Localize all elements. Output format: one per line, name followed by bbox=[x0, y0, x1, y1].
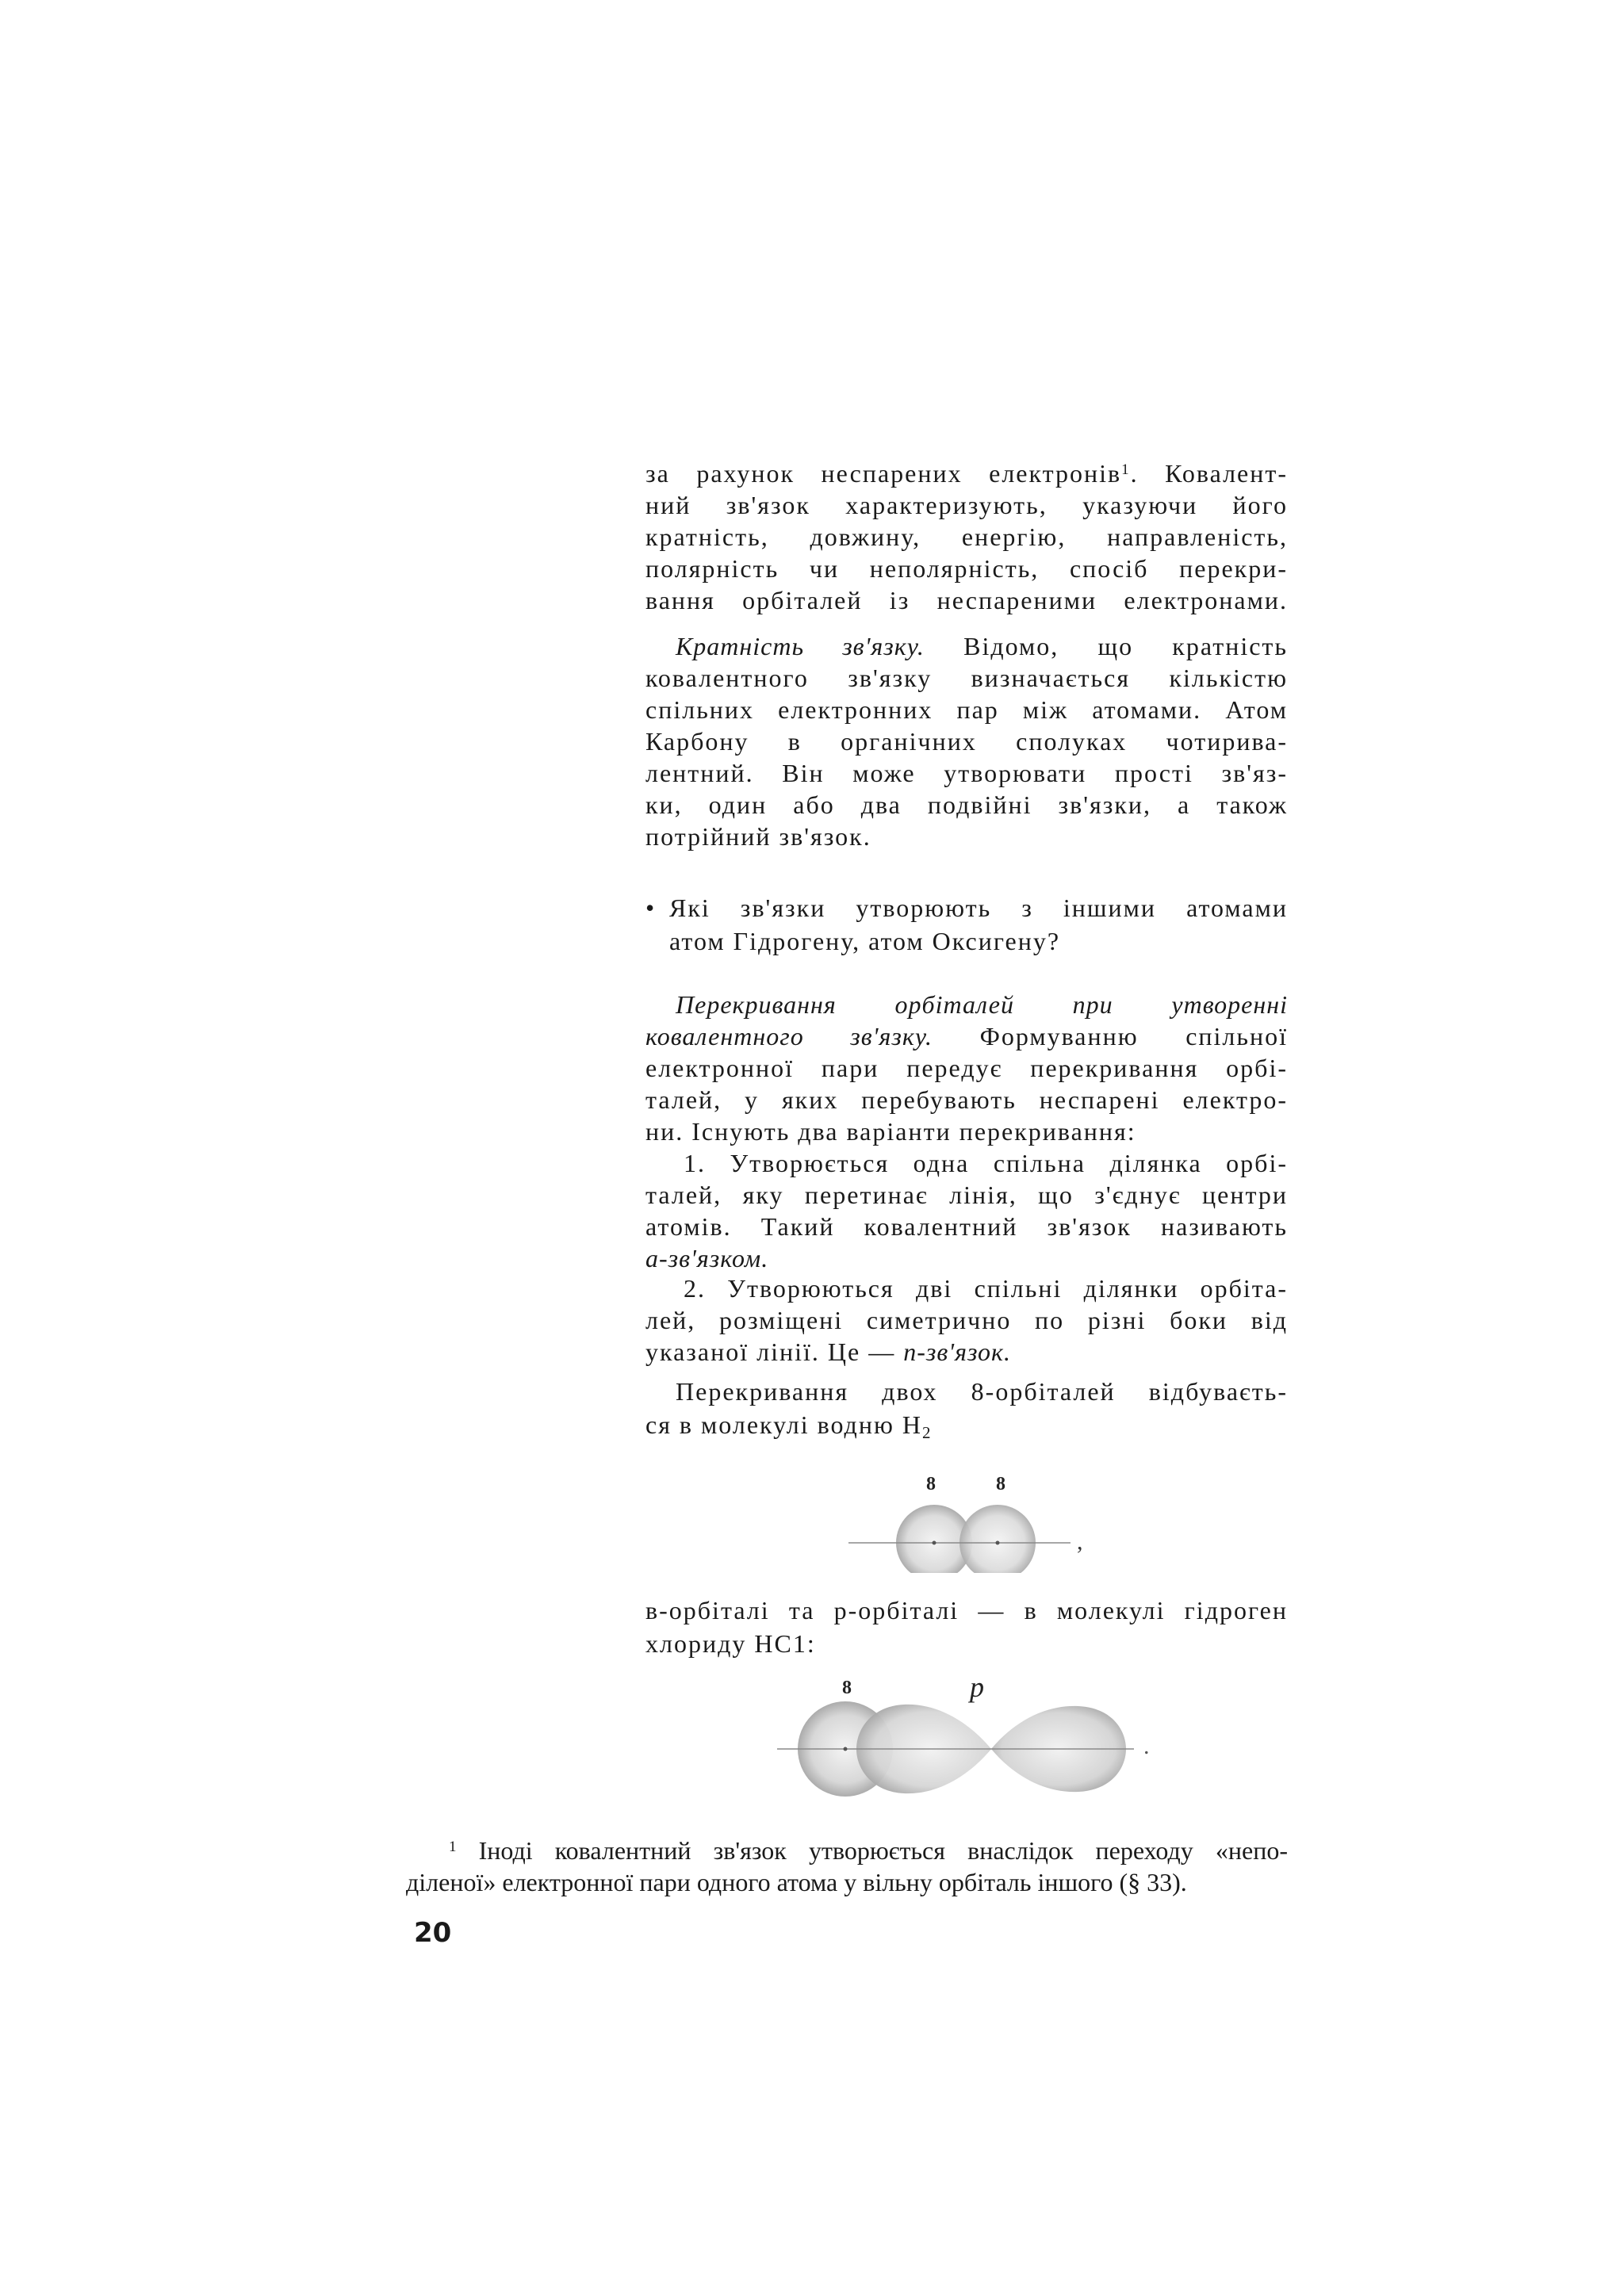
bullet: • bbox=[645, 894, 657, 922]
orbital-label-s: 8 bbox=[926, 1474, 936, 1494]
text-fragment: Формуванню спільної bbox=[933, 1022, 1289, 1050]
text-line: ковалентного зв'язку визначається кількістю bbox=[645, 664, 1288, 692]
text-fragment: указаної лінії. Це — bbox=[645, 1337, 904, 1366]
text-line bbox=[645, 457, 1288, 490]
text-line: полярність чи неполярність, спосіб перекри- bbox=[645, 554, 1288, 583]
term: ковалентного зв'язку. bbox=[645, 1022, 933, 1050]
text-line: лей, розміщені симетрично по різні боки від bbox=[645, 1306, 1288, 1334]
page-number: 20 bbox=[414, 1917, 452, 1949]
footnote-mark: 1 bbox=[449, 1839, 457, 1855]
text-line: лентний. Він може утворювати прості зв'яз- bbox=[645, 759, 1288, 787]
text-line: ний зв'язок характеризують, указуючи його bbox=[645, 491, 1288, 519]
text-line bbox=[645, 1272, 1288, 1305]
text-line: спільних електронних пар між атомами. Атом bbox=[645, 695, 1288, 724]
text-line bbox=[645, 1146, 1288, 1180]
text-fragment: Утворюються дві спільні ділянки орбіта- bbox=[727, 1274, 1289, 1303]
text-line: хлориду НС1: bbox=[645, 1629, 816, 1658]
text-line: вання орбіталей із неспареними електронами. bbox=[645, 586, 1288, 614]
s-orbital bbox=[959, 1505, 1036, 1573]
footnote-line-2: діленої» електронної пари одного атома у вільну орбіталь іншого (§ 33). bbox=[406, 1868, 1187, 1896]
trailing-dot: . bbox=[1143, 1733, 1150, 1759]
text-line: кратність, довжину, енергію, направленість, bbox=[645, 522, 1288, 551]
orbital-label-p: p bbox=[970, 1671, 984, 1703]
footnote bbox=[406, 1835, 1288, 1866]
text-line: потрійний зв'язок. bbox=[645, 822, 871, 851]
nucleus-dot bbox=[933, 1541, 936, 1545]
text-fragment: . Ковалент- bbox=[1130, 459, 1289, 488]
text-line: атом Гідрогену, атом Оксигену? bbox=[669, 927, 1061, 955]
text-line: Карбону в органічних сполуках чотирива- bbox=[645, 727, 1288, 756]
text-line: в-орбіталі та р-орбіталі — в молекулі гідроген bbox=[645, 1596, 1288, 1624]
text-line: електронної пари передує перекривання орбі- bbox=[645, 1054, 1288, 1082]
text-fragment: ся в молекулі водню Н bbox=[645, 1410, 922, 1439]
subscript: 2 bbox=[921, 1423, 933, 1442]
text-fragment: Відомо, що кратність bbox=[924, 632, 1289, 660]
text-fragment: Утворюється одна спільна ділянка орбі- bbox=[730, 1149, 1289, 1177]
text-line bbox=[645, 629, 1288, 663]
text-line: Які зв'язки утворюють з іншими атомами bbox=[669, 894, 1288, 922]
term: п-зв'язок. bbox=[903, 1337, 1011, 1366]
text-line: талей, яку перетинає лінія, що з'єднує центри bbox=[645, 1181, 1288, 1209]
orbital-label-s: 8 bbox=[996, 1474, 1005, 1494]
text-line: ки, один або два подвійні зв'язки, а також bbox=[645, 790, 1288, 819]
text-line: ни. Існують два варіанти перекривання: bbox=[645, 1117, 1136, 1146]
text-line: Перекривання двох 8-орбіталей відбуваєть- bbox=[676, 1377, 1288, 1406]
nucleus-dot bbox=[996, 1541, 1000, 1545]
text-line bbox=[645, 1408, 1288, 1441]
term: Перекривання орбіталей при утворенні bbox=[676, 990, 1288, 1019]
s-s-orbital-overlap-diagram bbox=[848, 1468, 1110, 1573]
term: а-зв'язком. bbox=[645, 1244, 769, 1272]
list-number: 2. bbox=[684, 1274, 706, 1303]
text-line bbox=[645, 1020, 1288, 1053]
term: Кратність зв'язку. bbox=[676, 632, 925, 660]
text-line bbox=[645, 1335, 1288, 1368]
orbital-label-s: 8 bbox=[842, 1678, 852, 1698]
trailing-comma: , bbox=[1077, 1529, 1083, 1555]
footnote-text: Іноді ковалентний зв'язок утворюється внаслідок переходу «непо- bbox=[456, 1836, 1288, 1865]
s-p-orbital-overlap-diagram bbox=[777, 1665, 1166, 1816]
text-line: талей, у яких перебувають неспарені електро- bbox=[645, 1085, 1288, 1114]
text-fragment: за рахунок неспарених електронів bbox=[645, 459, 1122, 488]
text-line: атомів. Такий ковалентний зв'язок називають bbox=[645, 1212, 1288, 1241]
nucleus-dot bbox=[844, 1747, 848, 1751]
list-number: 1. bbox=[684, 1149, 706, 1177]
footnote-ref: 1 bbox=[1121, 461, 1131, 478]
